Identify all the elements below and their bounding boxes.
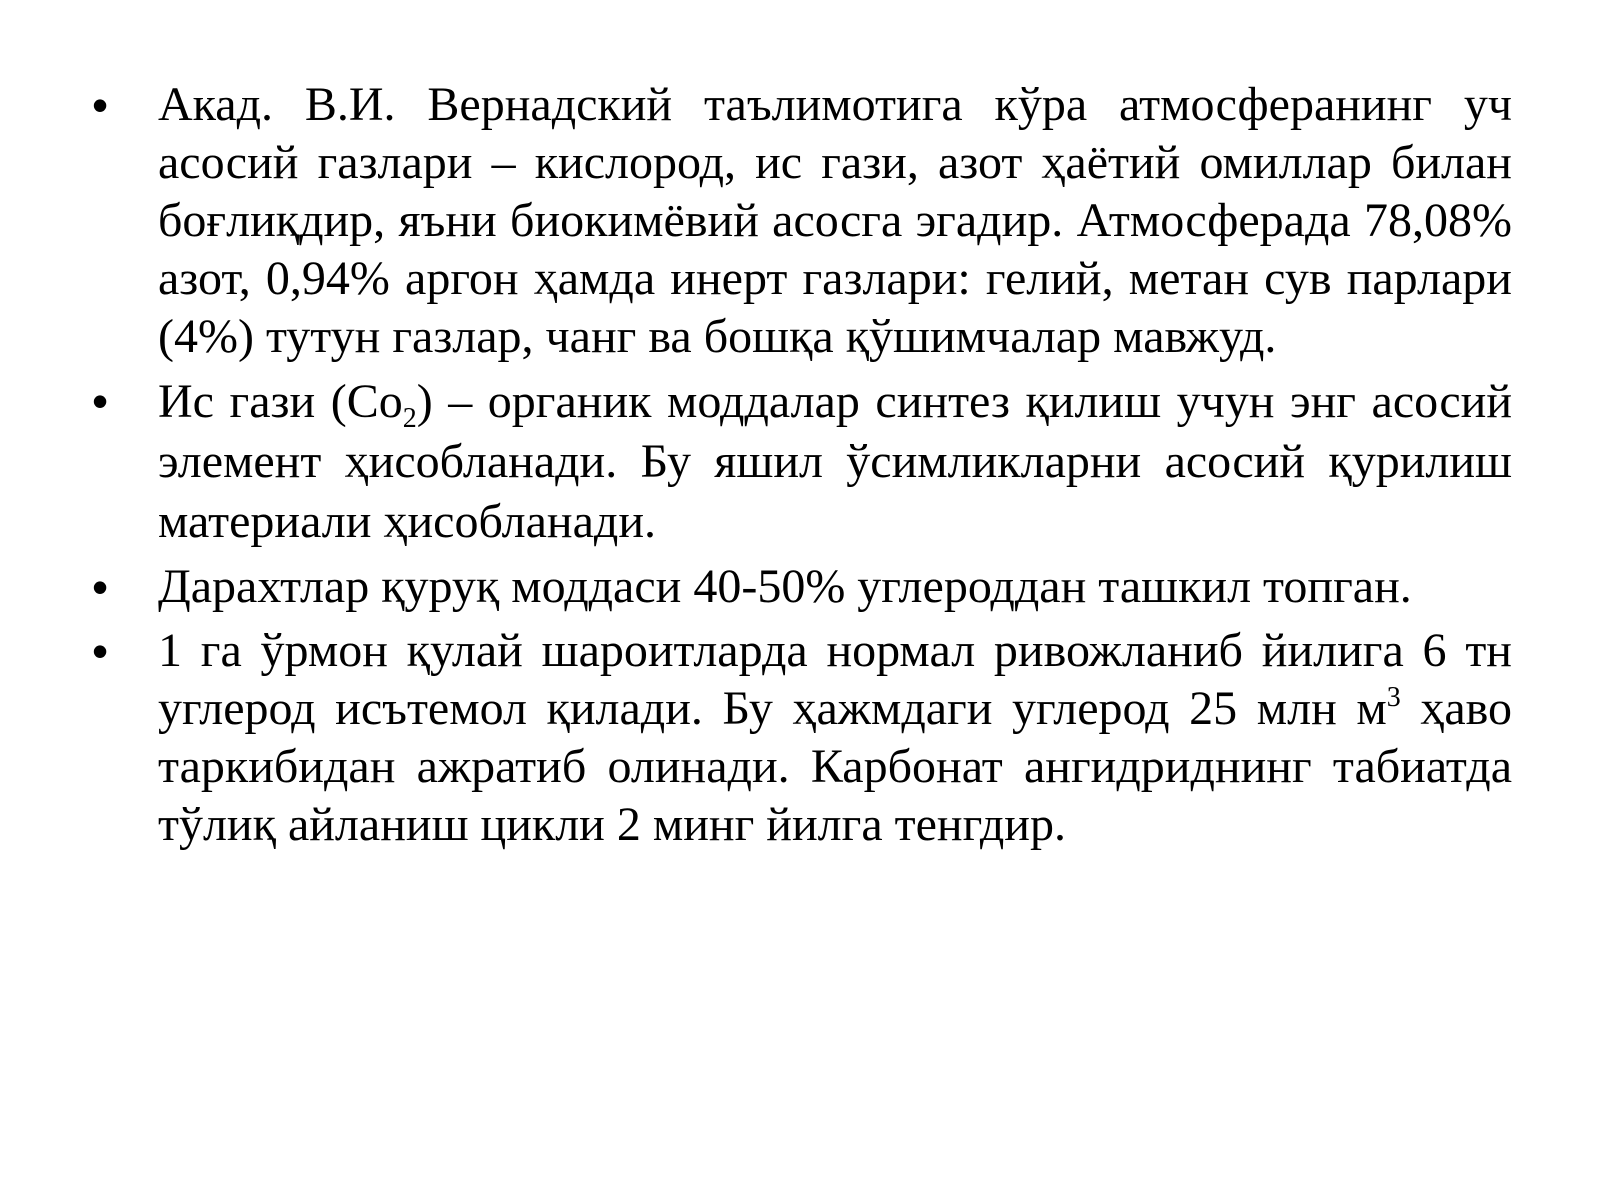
bullet-text-end: ) – органик моддалар синтез қилиш учун энг асосий элемент ҳисобланади. Бу яшил ўсимликларни асосий қурилиш материали ҳисобланади. xyxy=(158,375,1513,548)
bullet-item-atmosphere xyxy=(92,76,1512,366)
bullet-text: Дарахтлар қуруқ моддаси 40-50% углероддан ташкил топган. xyxy=(158,560,1412,613)
bullet-item-co2 xyxy=(92,372,1512,552)
bullet-item-trees xyxy=(92,558,1512,616)
bullet-icon: • xyxy=(92,625,109,677)
bullet-text-start: Ис гази (Co xyxy=(158,375,403,428)
bullet-list xyxy=(92,76,1512,860)
bullet-text-start: 1 га ўрмон қулай шароитларда нормал ривожланиб йилига 6 тн углерод исътемол қилади. Бу ҳажмдаги углерод 25 млн м xyxy=(158,624,1512,735)
bullet-icon: • xyxy=(92,561,109,613)
bullet-item-forest xyxy=(92,622,1512,854)
bullet-text: Акад. В.И. Вернадский таълимотига кўра атмосферанинг уч асосий газлари – кислород, ис гази, азот ҳаётий омиллар билан боғлиқдир, яъни биокимёвий асосга эгадир. Атмосферада 78,08% азот, 0,94% аргон ҳамда инерт газлари: гелий, метан сув парлари (4%) тутун газлар, чанг ва бошқа қўшимчалар мавжуд. xyxy=(158,78,1512,363)
bullet-icon: • xyxy=(92,79,109,131)
bullet-icon: • xyxy=(92,375,109,427)
subscript-two: 2 xyxy=(402,403,417,434)
superscript-three: 3 xyxy=(1386,682,1401,713)
bullet-text-end: ҳаво таркибидан ажратиб олинади. Карбонат ангидриднинг табиатда тўлиқ айланиш цикли 2 минг йилга тенгдир. xyxy=(158,682,1513,851)
